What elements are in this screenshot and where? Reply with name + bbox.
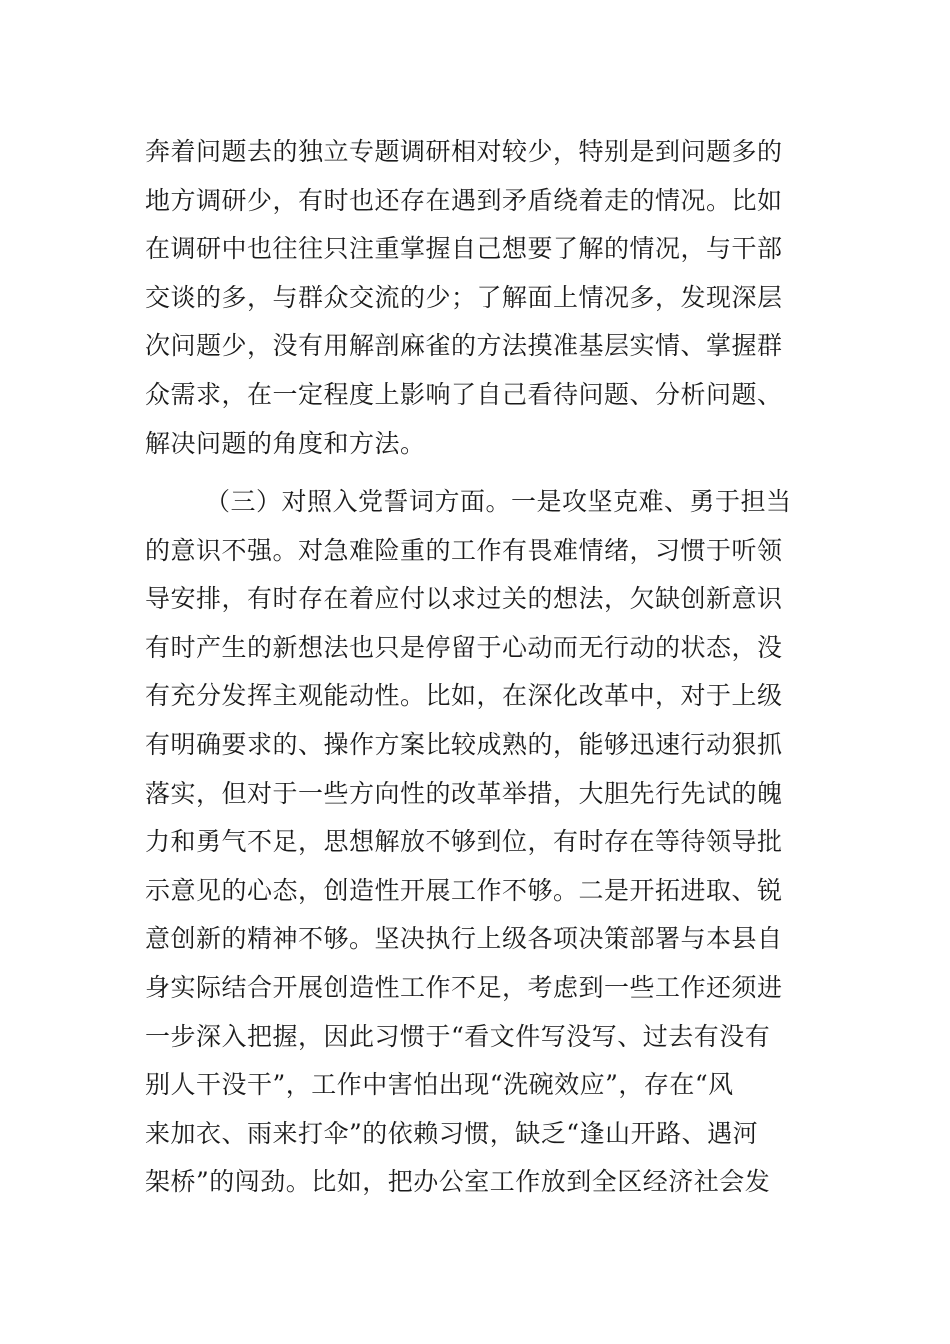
paragraph-line: 交谈的多，与群众交流的少；了解面上情况多，发现深层 xyxy=(145,282,783,312)
paragraph-line: 在调研中也往往只注重掌握自己想要了解的情况，与干部 xyxy=(145,234,783,264)
paragraph-line: 别人干没干”，工作中害怕出现“洗碗效应”，存在“风 xyxy=(145,1070,734,1100)
paragraph-line: 导安排，有时存在着应付以求过关的想法，欠缺创新意识 xyxy=(145,584,783,614)
paragraph-research-issues xyxy=(145,128,815,468)
paragraph-line: 次问题少，没有用解剖麻雀的方法摸准基层实情、掌握群 xyxy=(145,331,783,361)
paragraph-line: 身实际结合开展创造性工作不足，考虑到一些工作还须进 xyxy=(145,972,783,1002)
paragraph-line: 架桥”的闯劲。比如，把办公室工作放到全区经济社会发 xyxy=(145,1167,771,1197)
paragraph-line: 有明确要求的、操作方案比较成熟的，能够迅速行动狠抓 xyxy=(145,729,783,759)
paragraph-line: 意创新的精神不够。坚决执行上级各项决策部署与本县自 xyxy=(145,924,783,954)
paragraph-line: 解决问题的角度和方法。 xyxy=(145,428,426,458)
paragraph-line: 众需求，在一定程度上影响了自己看待问题、分析问题、 xyxy=(145,379,783,409)
paragraph-line: 力和勇气不足，思想解放不够到位，有时存在等待领导批 xyxy=(145,827,783,857)
paragraph-line: 一步深入把握，因此习惯于“看文件写没写、过去有没有 xyxy=(145,1021,771,1051)
paragraph-line: 来加衣、雨来打伞”的依赖习惯，缺乏“逢山开路、遇河 xyxy=(145,1118,759,1148)
paragraph-line: 有时产生的新想法也只是停留于心动而无行动的状态，没 xyxy=(145,632,783,662)
paragraph-line: 地方调研少，有时也还存在遇到矛盾绕着走的情况。比如 xyxy=(145,185,783,215)
paragraph-line: 的意识不强。对急难险重的工作有畏难情绪，习惯于听领 xyxy=(145,535,783,565)
paragraph-line: 奔着问题去的独立专题调研相对较少，特别是到问题多的 xyxy=(145,137,783,166)
section-heading-line: （三）对照入党誓词方面。一是攻坚克难、勇于担当 xyxy=(205,487,792,516)
paragraph-party-oath xyxy=(145,478,815,1256)
paragraph-line: 有充分发挥主观能动性。比如，在深化改革中，对于上级 xyxy=(145,681,783,711)
paragraph-line xyxy=(145,1207,815,1256)
paragraph-line: 示意见的心态，创造性开展工作不够。二是开拓进取、锐 xyxy=(145,875,783,905)
paragraph-line: 落实，但对于一些方向性的改革举措，大胆先行先试的魄 xyxy=(145,778,783,808)
